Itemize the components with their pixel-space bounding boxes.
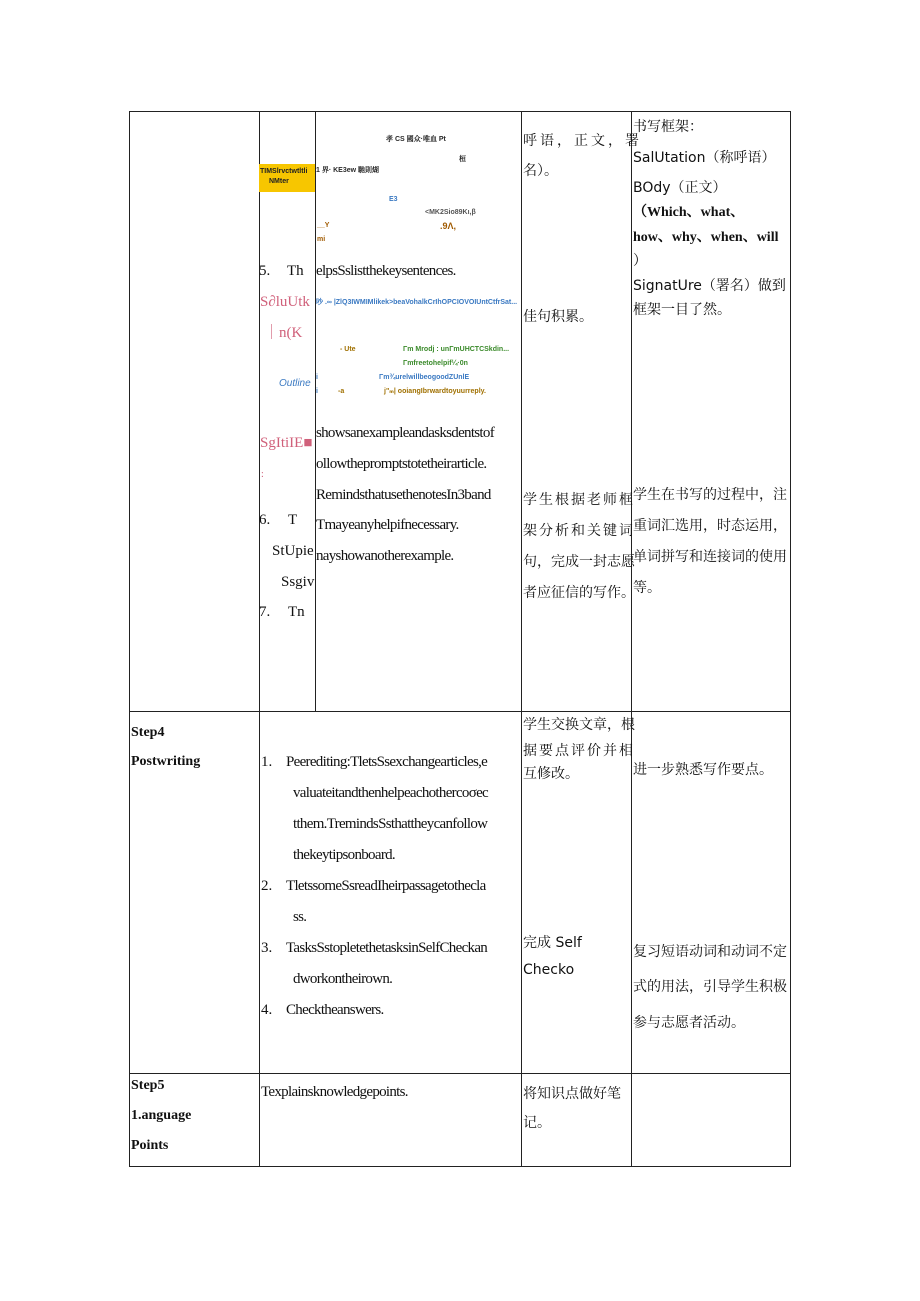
table-left-border [129,111,130,1167]
postwriting-item-1-number: 1. [261,754,273,770]
row3-col4-line1: 将知识点做好笔 [523,1086,621,1102]
item-7-number: 7. [259,604,271,620]
highlight-label-line1: TIMSlrvctwtltli [260,168,308,175]
row1-col5-bottom-line1: 学生在书写的过程中，注 [633,487,787,503]
postwriting-item-1-line2: valuateitandthenhelpeachothercoσec [293,785,489,801]
embedded-text-3: 1 界· KE3ew 馳則煳 [316,167,380,174]
row1-col3-line-5: nayshowanotherexample. [316,548,454,564]
embedded-text-6b: .9Λ, [440,221,457,231]
framework-paren-close: ） [633,253,647,269]
step5-name-line1: 1.anguage [131,1108,192,1123]
row3-col4-line2: 记。 [523,1115,551,1131]
item-6-line3: Ssgiv [281,574,315,590]
framework-title: 书写框架： [633,119,703,135]
postwriting-item-4-line1: Checktheanswers. [286,1002,384,1018]
row1-col3-line-1: showsanexampleandasksdentstof [316,425,494,441]
postwriting-item-1-line3: tthem.TremindsSsthattheycanfollow [293,816,488,832]
embedded-text-mrodj: Γm Mrodj : unΓmUHCTCSkdin... [403,346,510,353]
row1-col5-bottom-line2: 重词汇选用，时态运用， [633,518,787,534]
framework-questions-2: how、why、when、will [633,230,779,245]
row-divider-2 [129,1073,791,1074]
column-divider-2 [521,111,522,1167]
table-right-border [790,111,791,1167]
row1-col3-line-4: Tmayeanyhelpifnecessary. [316,517,459,533]
row2-col5-bottom-line1: 复习短语动词和动词不定 [633,944,787,960]
row1-col3-line-2: ollowthepromptstotetheirarticle. [316,456,487,472]
postwriting-item-3-number: 3. [261,940,273,956]
embedded-text-1: 孝 CS 國众·唯血 Pt [386,136,446,143]
column-divider-inner [315,111,316,712]
postwriting-item-4-number: 4. [261,1002,273,1018]
row1-col4-bottom-line1: 学生根据老师框 [523,492,635,508]
item-6-line2: StUpie [272,543,314,559]
row2-col5-bottom-line3: 参与志愿者活动。 [633,1015,745,1031]
salutation-fragment: S∂luUtk [260,294,310,310]
embedded-text-i2: i [316,388,318,395]
embedded-text-a: -a [338,388,345,395]
embedded-text-look: j"ₘ| ooiangIbrwardtoyuurreply. [384,388,486,395]
embedded-text-i1: i [316,374,318,381]
framework-salutation: SalUtation（称呼语） [633,150,776,166]
step4-title: Step4 [131,725,165,740]
helps-list-line: elpsSslistthekeysentences. [316,263,456,279]
row2-col4-top-line1: 学生交换文章，根 [523,717,635,733]
embedded-text-7: mi [317,236,326,243]
item-5-text: Th [287,263,304,279]
row1-col5-bottom-line4: 等。 [633,580,661,596]
row-divider-1 [129,711,791,712]
signature-fragment: SgItiIE■ [260,435,313,451]
embedded-text-5: <MK2Sio89Kι,β [425,209,476,216]
row2-col4-bottom-line2: Checko [523,962,575,978]
row1-col4-top-line2: 名）。 [523,163,558,179]
row1-col5-bottom-line3: 单词拼写和连接词的使用 [633,549,787,565]
postwriting-item-1-line4: thekeytipsonboard. [293,847,395,863]
body-fragment: ｜n(K [264,325,303,341]
outline-label: Outline [279,378,311,389]
table-top-border [129,111,791,112]
row2-col4-top-line3: 互修改。 [523,766,579,782]
signature-colon: : [261,469,264,480]
embedded-text-ute: - Ute [340,346,356,353]
item-6-number: 6. [259,512,271,528]
embedded-text-blue: 吵 .∞ |ZlQ3IWMIMlikek>beaVohalkCrIhOPCIOVOIUntCtfrSat... [316,299,518,306]
framework-summary: 框架一目了然。 [633,302,731,318]
row1-col4-bottom-line3: 句，完成一封志愿 [523,554,635,570]
postwriting-item-2-line2: ss. [293,909,307,925]
highlight-label-box [259,164,315,192]
embedded-text-2: 桓 [459,156,466,163]
postwriting-item-2-line1: TletssomeSsreadIheirpassagetothecla [286,878,486,894]
embedded-text-6a: __Y [317,222,330,229]
embedded-text-sure: Γm¾urelwillbeogoodZUnlE [379,374,470,381]
item-7-text: Tn [288,604,305,620]
postwriting-item-3-line2: dworkontheirown. [293,971,393,987]
row2-col4-top-line2: 据要点评价并相 [523,743,635,759]
postwriting-item-3-line1: TasksSstopletethetasksinSelfCheckan [286,940,488,956]
row1-col4-bottom-line4: 者应征信的写作。 [523,585,635,601]
step4-name: Postwriting [131,754,201,769]
embedded-text-4: E3 [389,196,398,203]
postwriting-item-1-line1: Peerediting:TletsSsexchangearticles,e [286,754,488,770]
row2-col4-bottom-line1: 完成 Self [523,935,582,951]
step5-name-line2: Points [131,1138,169,1153]
item-5-number: 5. [259,263,271,279]
framework-signature: SignatUre（署名）做到 [633,278,786,294]
row2-col5-bottom-line2: 式的用法，引导学生积极 [633,979,787,995]
row1-col4-bottom-line2: 架分析和关键词 [523,523,635,539]
table-bottom-border [129,1166,791,1167]
column-divider-3 [631,111,632,1167]
row1-col4-mid: 佳句积累。 [523,309,593,325]
highlight-label-line2: NMter [269,178,289,185]
framework-questions-1: （Which、what、 [633,205,745,220]
item-6-text: T [288,512,298,528]
row1-col3-line-3: RemindsthatusethenotesIn3band [316,487,491,503]
row1-col4-top-line1: 呼语，正文，署 [523,133,642,149]
framework-body: BOdy（正文） [633,180,727,196]
row2-col5-top: 进一步熟悉写作要点。 [633,762,773,778]
postwriting-item-2-number: 2. [261,878,273,894]
embedded-text-free: Γmfreetohelpif¼·0n [403,360,468,367]
step5-title: Step5 [131,1078,165,1093]
row3-col2-text: Texplainsknowledgepoints. [261,1084,408,1100]
